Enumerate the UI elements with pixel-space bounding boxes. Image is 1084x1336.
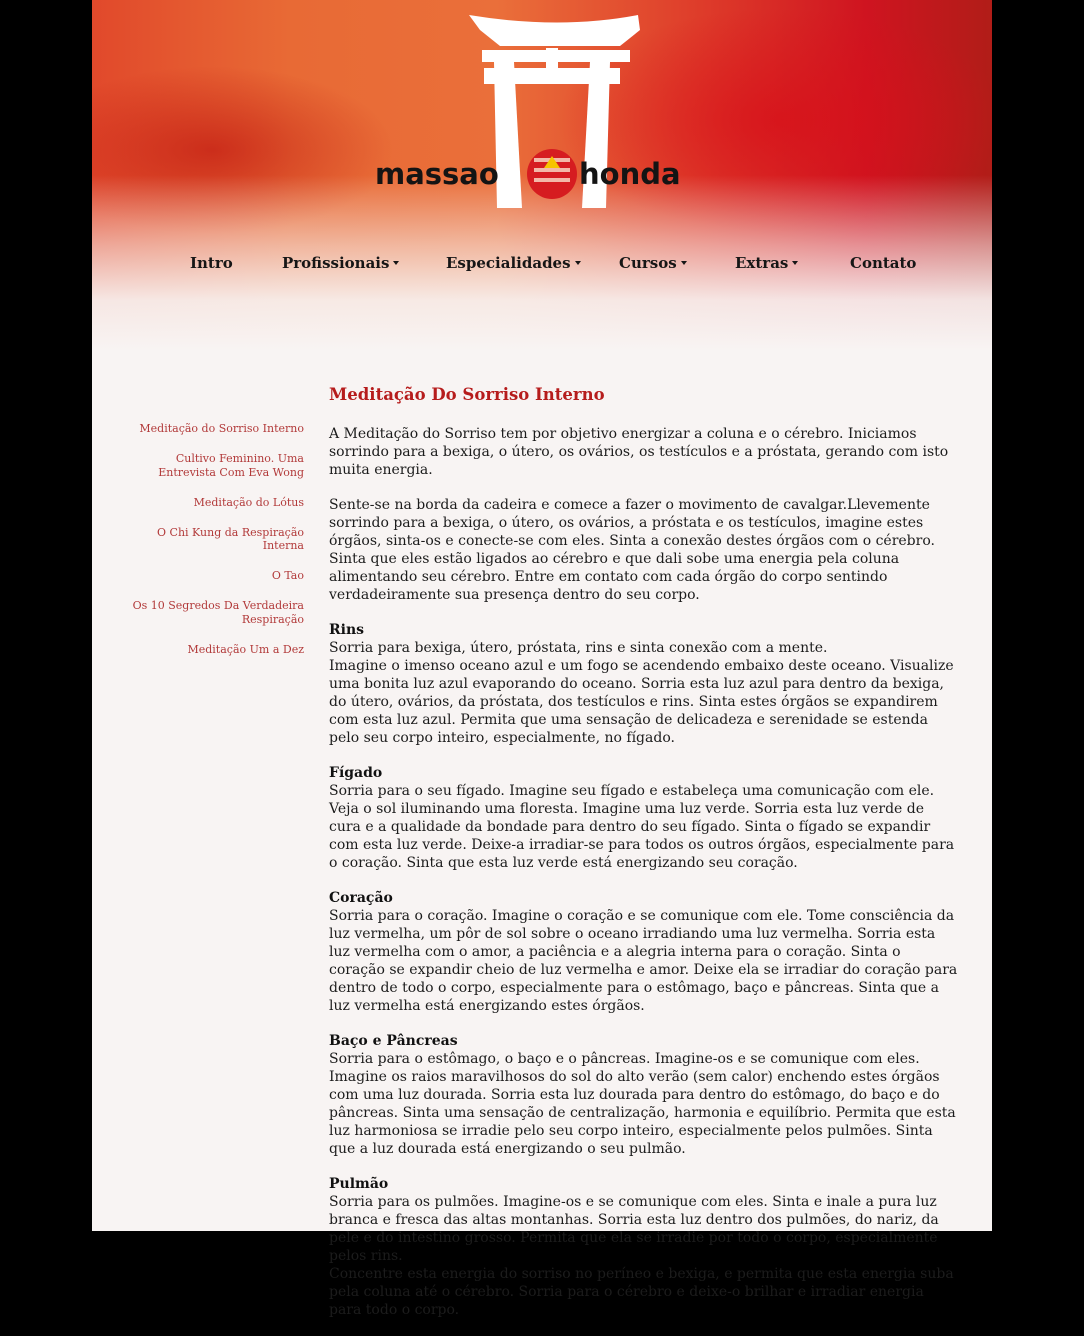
nav-item-intro[interactable] [190,254,233,272]
page [92,0,992,1318]
section-rins [329,621,959,747]
nav-label: Contato [850,254,917,272]
sidebar [120,422,304,673]
section-text: Concentre esta energia do sorriso no períneo e bexiga, e permita que esta energia suba pela coluna até o cérebro. Sorria para o cérebro e deixe-o brilhar e irradiar energia para todo o corpo. [329,1266,954,1318]
sidebar-link[interactable]: O Tao [271,569,304,582]
page-title: Meditação Do Sorriso Interno [329,385,605,404]
sidebar-link[interactable]: Cultivo Feminino. Uma Entrevista Com Eva Wong [158,452,304,479]
nav-item-especialidades[interactable] [446,254,581,272]
logo-text-right: honda [579,157,681,191]
sidebar-link[interactable]: O Chi Kung da Respiração Interna [157,525,304,552]
section-heading: Rins [329,622,365,638]
section-heading: Fígado [329,765,383,781]
nav-item-cursos[interactable] [619,254,687,272]
caret-down-icon [393,261,399,265]
caret-down-icon [792,261,798,265]
article [329,384,959,1336]
nav-item-extras[interactable] [735,254,798,272]
header-banner [92,0,992,360]
emblem-icon [527,149,577,199]
section-text: Sorria para o coração. Imagine o coração e se comunique com ele. Tome consciência da luz vermelha, um pôr de sol sobre o oceano irradiando uma luz vermelha. Sorria esta luz vermelha com o amor, a paciência e a alegria interna para o coração. Sinta o coração se expandir cheio de luz vermelha e amor. Deixe ela se irradiar do coração para dentro de todo o corpo, especialmente para o estômago, baço e pâncreas. Sinta que a luz vermelha está energizando estes órgãos. [329,908,958,1014]
section-heading: Coração [329,890,393,906]
article-paragraph: Sente-se na borda da cadeira e comece a fazer o movimento de cavalgar.Llevemente sorrindo para a bexiga, o útero, os ovários, a próstata e os testículos, imagine estes órgãos, sinta-os e conecte-se com eles. Sinta a conexão destes órgãos com o cérebro. Sinta que eles estão ligados ao cérebro e que dali sobe uma energia pela coluna alimentando seu cérebro. Entre em contato com cada órgão do corpo sentindo verdadeiramente sua presença dentro do seu corpo. [329,497,935,603]
section-text: Sorria para bexiga, útero, próstata, rins e sinta conexão com a mente. [329,640,828,656]
section-text: Sorria para o seu fígado. Imagine seu fígado e estabeleça uma comunicação com ele. Veja o sol iluminando uma floresta. Imagine uma luz verde. Sorria esta luz verde de cura e a qualidade da bondade para dentro do seu fígado. Sinta o fígado se expandir com esta luz verde. Deixe-a irradiar-se para todos os outros órgãos, especialmente para o coração. Sinta que esta luz verde está energizando seu coração. [329,783,955,871]
section-baco-pancreas [329,1032,959,1158]
sidebar-link[interactable]: Meditação do Sorriso Interno [139,422,304,435]
nav-label: Intro [190,254,233,272]
nav-item-contato[interactable] [850,254,916,272]
nav-item-profissionais[interactable] [282,254,399,272]
sidebar-link[interactable]: Meditação do Lótus [193,495,304,509]
section-heading: Pulmão [329,1176,389,1192]
caret-down-icon [681,261,687,265]
massao-honda-logo[interactable] [372,8,712,208]
main-nav [92,248,992,280]
nav-label: Cursos [619,254,677,272]
sidebar-link[interactable]: Meditação Um a Dez [187,642,304,656]
nav-label: Profissionais [282,254,390,272]
section-text: Sorria para os pulmões. Imagine-os e se comunique com eles. Sinta e inale a pura luz branca e fresca das altas montanhas. Sorria esta luz dentro dos pulmões, do nariz, da pele e do intestino grosso. Permita que ela se irradie por todo o corpo, especialmente pelos rins. [329,1194,939,1264]
section-figado [329,764,959,872]
nav-label: Extras [735,254,789,272]
section-heading: Baço e Pâncreas [329,1033,458,1049]
article-intro: A Meditação do Sorriso tem por objetivo energizar a coluna e o cérebro. Iniciamos sorrindo para a bexiga, o útero, os ovários, os testículos e a próstata, gerando com isto muita energia. [329,426,949,478]
sidebar-link[interactable]: Os 10 Segredos Da Verdadeira Respiração [132,599,304,626]
section-text: Sorria para o estômago, o baço e o pâncreas. Imagine-os e se comunique com eles. Imagine os raios maravilhosos do sol do alto verão (sem calor) enchendo estes órgãos com uma luz dourada. Sorria esta luz dourada para dentro do estômago, do baço e do pâncreas. Sinta uma sensação de centralização, harmonia e equilíbrio. Permita que esta luz harmoniosa se irradie pelo seu corpo inteiro, especialmente pelos pulmões. Sinta que a luz dourada está energizando o seu pulmão. [329,1051,956,1157]
logo-text-left: massao [375,157,499,191]
nav-label: Especialidades [446,254,571,272]
section-text: Imagine o imenso oceano azul e um fogo se acendendo embaixo deste oceano. Visualize uma bonita luz azul evaporando do oceano. Sorria esta luz azul para dentro da bexiga, do útero, ovários, da próstata, dos testículos e rins. Sinta estes órgãos se expandirem com esta luz azul. Permita que uma sensação de delicadeza e serenidade se estenda pelo seu corpo inteiro, especialmente, no fígado. [329,658,954,746]
section-coracao [329,889,959,1015]
section-pulmao [329,1175,959,1319]
caret-down-icon [575,261,581,265]
